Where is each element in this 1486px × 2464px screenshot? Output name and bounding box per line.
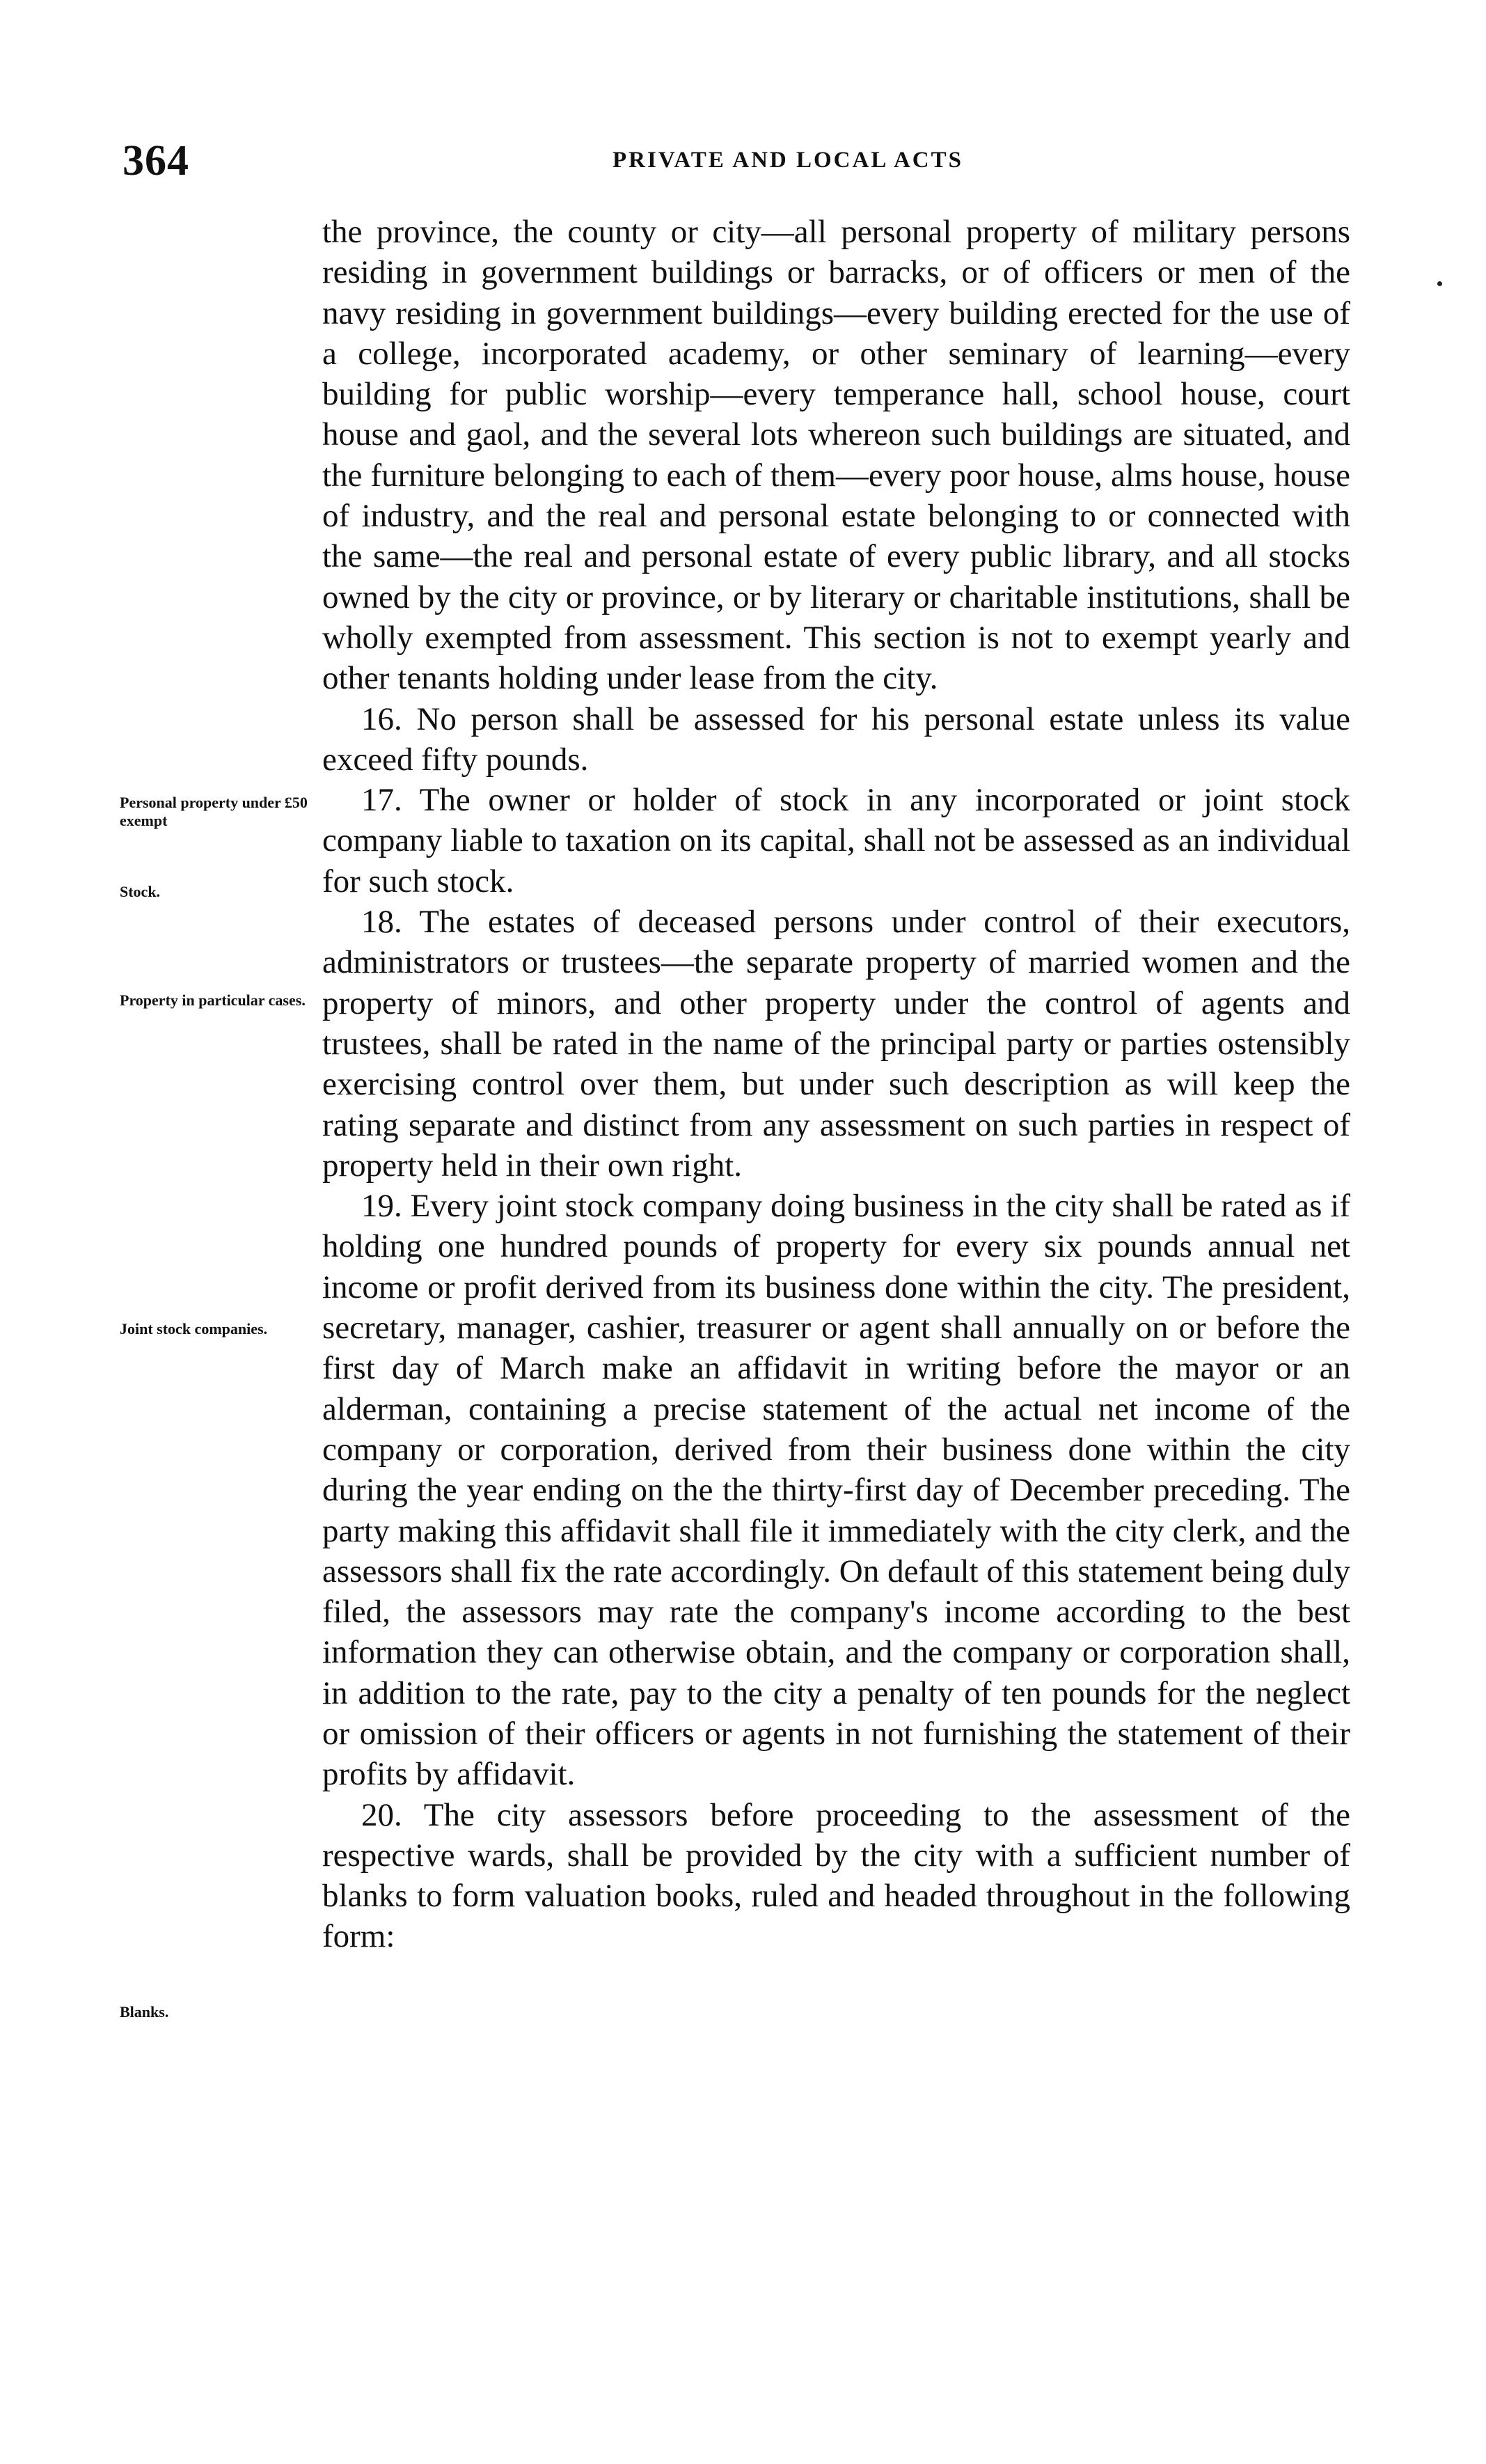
paragraph-continuation: the province, the county or city—all personal property of military persons residing in government buildings or barracks, or of officers or men of the navy residing in government buildings—every building erected for the use of a college, incorporated academy, or other seminary of learning—every building for public worship—every temperance hall, school house, court house and gaol, and the several lots whereon such buildings are situated, and the furniture belonging to each of them—every poor house, alms house, house of industry, and the real and personal estate belonging to or connected with the same—the real and personal estate of every public library, and all stocks owned by the city or province, or by literary or charitable institutions, shall be wholly exempted from assessment. This section is not to exempt yearly and other tenants holding under lease from the city.	[322, 214, 1350, 697]
paragraph-section-16: 16. No person shall be assessed for his personal estate unless its value exceed fifty pounds.	[322, 700, 1350, 778]
paragraph-section-17: 17. The owner or holder of stock in any incorporated or joint stock company liable to taxation on its capital, shall not be assessed as an individual for such stock.	[322, 782, 1350, 900]
margin-note-stock: Stock.	[120, 883, 161, 900]
body-text	[322, 212, 1350, 1957]
paragraph-section-20: 20. The city assessors before proceeding to the assessment of the respective wards, shall be provided by the city with a sufficient number of blanks to form valuation books, ruled and headed throughout in the following form:	[322, 1796, 1350, 1955]
paragraph-section-18: 18. The estates of deceased persons under control of their executors, administrators or trustees—the separate property of married women and the property of minors, and other property under the control of agents and trustees, shall be rated in the name of the principal party or parties ostensibly exercising control over them, but under such description as will keep the rating separate and distinct from any assessment on such parties in respect of property held in their own right.	[322, 904, 1350, 1184]
paragraph-section-19: 19. Every joint stock company doing business in the city shall be rated as if holding one hundred pounds of property for every six pounds annual net income or profit derived from its business done within the city. The president, secretary, manager, cashier, treasurer or agent shall annually on or before the first day of March make an affidavit in writing before the mayor or an alderman, containing a precise statement of the actual net income of the company or corporation, derived from their business done within the city during the year ending on the the thirty-first day of December preceding. The party making this affidavit shall file it immediately with the city clerk, and the assessors shall fix the rate accordingly. On default of this statement being duly filed, the assessors may rate the company's income according to the best information they can otherwise obtain, and the company or corporation shall, in addition to the rate, pay to the city a penalty of ten pounds for the neglect or omission of their officers or agents in not furnishing the statement of their profits by affidavit.	[322, 1188, 1350, 1793]
margin-note-property-particular: Property in particular cases.	[120, 991, 306, 1009]
margin-note-joint-stock: Joint stock companies.	[120, 1320, 268, 1337]
margin-note-blanks: Blanks.	[120, 2003, 169, 2020]
speck-mark	[1437, 281, 1442, 286]
margin-note-personal-property: Personal property under £50 exempt	[120, 794, 308, 829]
running-head: PRIVATE AND LOCAL ACTS	[612, 148, 963, 173]
page-number: 364	[122, 137, 189, 185]
